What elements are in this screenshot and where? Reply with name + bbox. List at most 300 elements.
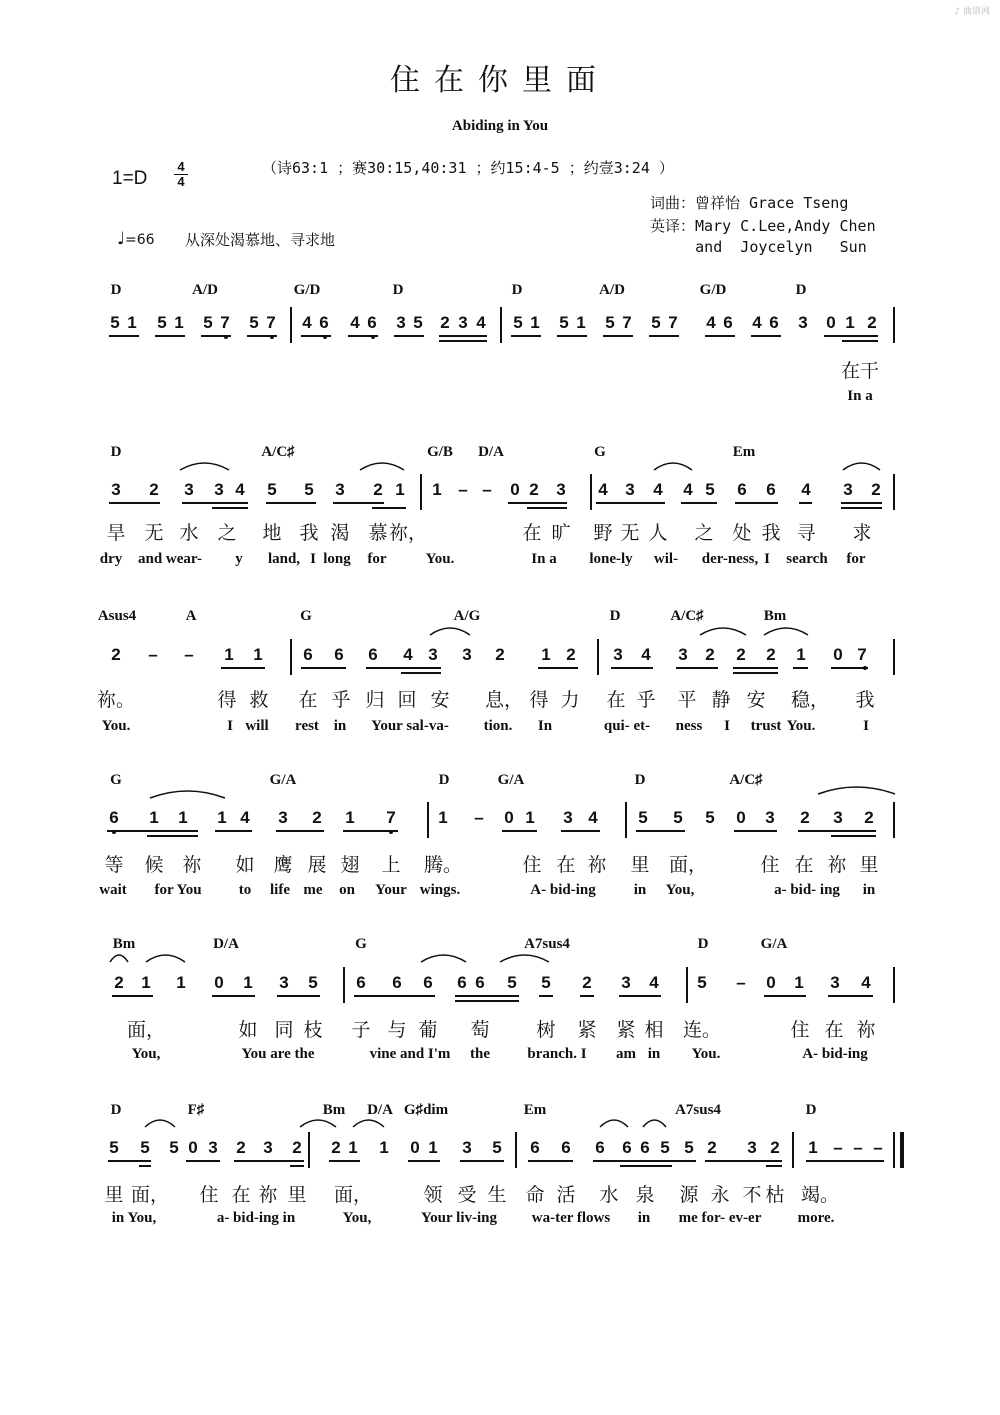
time-signature-bottom: 4 [174,174,188,189]
lyric-chinese: 候 [144,854,164,876]
note-digit: 5 [110,313,120,332]
lyric-chinese: 旷 [551,522,571,544]
lyric-english: wait [99,882,127,898]
note-digit: 3 [335,480,345,499]
lyric-chinese: 得 [529,689,549,711]
lyric-chinese: 与 [387,1019,407,1041]
chord-symbol: G/A [497,772,525,788]
note-digit: 5 [109,1138,119,1157]
note-digit: 2 [331,1138,341,1157]
quarter-note-icon: ♩ [117,229,126,249]
lyric-chinese: 泉 [635,1184,655,1206]
lyric-chinese: 面， [668,854,708,876]
lyric-chinese: 翅 [340,854,360,876]
lyric-chinese: 里 [859,854,879,876]
chord-symbol: A/D [192,282,218,298]
chord-symbol: D [795,282,807,298]
note-digit: 1 [576,313,586,332]
lyric-chinese: 之 [694,522,714,544]
lyric-english: A- bid-ing [530,882,596,898]
chord-symbol: D/A [367,1102,393,1118]
lyric-english: lone-ly [589,551,633,567]
lyric-chinese: 面， [333,1184,373,1206]
note-digit: 4 [861,973,871,992]
chord-symbol: G/A [760,936,788,952]
chord-symbol: A [185,608,197,624]
note-digit: 2 [766,645,776,664]
note-digit: 0 [188,1138,198,1157]
note-digit: 6 [319,313,329,332]
note-digit: 1 [174,313,184,332]
note-digit: 0 [833,645,843,664]
lyric-chinese: 紧 [577,1019,597,1041]
chord-symbol: Em [732,444,756,460]
note-digit: 7 [857,645,867,664]
note-digit: 4 [653,480,663,499]
lyric-chinese: 如 [235,854,255,876]
credit-translation-1: 英译：Mary C.Lee,Andy Chen [650,217,876,235]
note-digit: 1 [348,1138,358,1157]
lyric-english: am [616,1046,636,1062]
lyric-english: You, [665,882,695,898]
note-digit: 6 [622,1138,632,1157]
tie-slur [430,628,470,635]
lyric-english: in [647,1046,661,1062]
lyric-chinese: 葡 [418,1019,438,1041]
chord-symbol: D [511,282,523,298]
note-digit: 1 [127,313,137,332]
note-digit: 4 [598,480,608,499]
lyric-chinese: 腾。 [423,854,463,876]
note-digit: 6 [109,808,119,827]
lyric-english: Your [375,882,407,898]
note-digit: 3 [278,808,288,827]
lyric-english: for You [154,882,202,898]
note-digit: 1 [845,313,855,332]
lyric-english: You are the [241,1046,315,1062]
chord-symbol: D [697,936,709,952]
tie-slur [500,955,549,962]
chord-symbol: D/A [478,444,504,460]
chord-symbol: A/C♯ [670,608,704,624]
lyric-chinese: 相 [644,1019,664,1041]
note-digit: 1 [224,645,234,664]
song-subtitle: Abiding in You [451,118,549,134]
note-digit: 3 [765,808,775,827]
credit-lyrics-music: 词曲：曾祥怡 Grace Tseng [650,194,849,212]
note-digit: 1 [530,313,540,332]
note-digit: 0 [504,808,514,827]
note-digit: 5 [169,1138,179,1157]
lyric-english: the [470,1046,490,1062]
note-digit: 5 [541,973,551,992]
note-digit: 2 [292,1138,302,1157]
note-digit: 1 [794,973,804,992]
lyric-chinese: 命 [525,1184,545,1206]
note-digit: 0 [826,313,836,332]
lyric-chinese: 祢， [388,522,428,544]
note-digit: 2 [440,313,450,332]
lyric-chinese: 永 [710,1184,730,1206]
lyric-chinese: 乎 [331,689,351,711]
watermark: ♪ 曲谱网 [954,7,990,17]
chord-symbol: D [438,772,450,788]
lyric-chinese: 乎 [636,689,656,711]
note-digit: 7 [220,313,230,332]
note-digit: 5 [267,480,277,499]
note-digit: 1 [525,808,535,827]
chord-symbol: D [609,608,621,624]
lyric-english: in You, [111,1210,157,1226]
chord-symbol: G [110,772,122,788]
lyric-chinese: 面， [130,1184,170,1206]
note-digit: 5 [697,973,707,992]
chord-symbol: A7sus4 [524,936,570,952]
note-digit: 2 [111,645,121,664]
chord-symbol: Bm [322,1102,346,1118]
lyric-english: I [764,551,770,567]
note-digit: 1 [243,973,253,992]
lyric-english: rest [295,718,319,734]
note-digit: 6 [766,480,776,499]
lyric-english: me for- ev-er [678,1210,762,1226]
note-digit: 2 [582,973,592,992]
note-digit: 5 [249,313,259,332]
lyric-english: branch. I [527,1046,587,1062]
note-digit: 5 [705,480,715,499]
lyric-chinese: 在 [794,854,814,876]
note-digit: 0 [410,1138,420,1157]
note-digit: 5 [308,973,318,992]
note-digit: 2 [800,808,810,827]
lyric-chinese: 之 [217,522,237,544]
chord-symbol: D [805,1102,817,1118]
lyric-chinese: 在 [231,1184,251,1206]
note-digit: 4 [706,313,716,332]
note-digit: 7 [622,313,632,332]
chord-symbol: G/D [293,282,321,298]
lyric-chinese: 救 [249,689,269,711]
lyric-chinese: 回 [397,689,417,711]
tempo-value: =66 [125,232,155,248]
note-digit: 1 [379,1138,389,1157]
note-digit: 2 [149,480,159,499]
tie-slur [300,1120,336,1127]
key-signature: 1=D [112,168,148,189]
note-digit: 3 [747,1138,757,1157]
lyric-chinese: 无 [620,522,640,544]
note-digit: 3 [111,480,121,499]
lyric-english: land, [267,551,301,567]
tie-slur [353,1120,384,1127]
note-digit: 3 [279,973,289,992]
credit-translation-2: and Joycelyn Sun [650,238,867,256]
lyric-chinese: 活 [556,1184,576,1206]
tie-slur [643,1120,666,1127]
lyric-chinese: 里 [287,1184,307,1206]
note-digit: 1 [149,808,159,827]
tie-slur [654,463,692,470]
note-digit: 4 [235,480,245,499]
note-digit: 3 [621,973,631,992]
note-digit: 1 [178,808,188,827]
lyric-chinese: 慕 [368,522,388,544]
lyric-chinese: 枝 [303,1019,323,1041]
note-digit: 5 [413,313,423,332]
note-digit: 2 [707,1138,717,1157]
note-digit: 6 [368,645,378,664]
note-digit: 4 [641,645,651,664]
note-digit: 6 [423,973,433,992]
note-digit: 0 [736,808,746,827]
note-digit: 2 [495,645,505,664]
chord-symbol: Bm [112,936,136,952]
note-digit: 6 [530,1138,540,1157]
note-digit: 4 [801,480,811,499]
chord-symbol: Bm [763,608,787,624]
note-digit: 2 [114,973,124,992]
chord-symbol: A/G [453,608,481,624]
lyric-chinese: 我 [761,522,781,544]
lyric-english: for [367,551,387,567]
chord-symbol: F♯ [187,1102,205,1118]
note-digit: 6 [640,1138,650,1157]
note-digit: 3 [184,480,194,499]
tie-slur [818,787,895,794]
lyric-chinese: 祢。 [96,689,136,711]
lyric-english: You. [101,718,131,734]
chord-symbol: G/B [427,444,453,460]
lyric-chinese: 在 [522,522,542,544]
chord-symbol: G/D [699,282,727,298]
lyric-chinese: 寻 [796,522,816,544]
note-digit: – [184,645,194,664]
note-digit: 3 [396,313,406,332]
lyric-english: In a [531,551,557,567]
chord-symbol: Asus4 [97,608,137,624]
tie-slur [421,955,466,962]
note-digit: 3 [625,480,635,499]
lyric-english: wings. [419,882,461,898]
note-digit: 5 [605,313,615,332]
lyric-chinese: 鹰 [273,854,293,876]
note-digit: – [736,973,746,992]
lyric-chinese: 求 [852,522,872,544]
note-digit: 6 [723,313,733,332]
note-digit: 6 [334,645,344,664]
note-digit: 4 [752,313,762,332]
note-digit: 2 [705,645,715,664]
lyric-chinese: 静 [711,689,731,711]
chord-symbol: A/C♯ [729,772,763,788]
lyric-english: more. [797,1210,835,1226]
note-digit: – [873,1138,883,1157]
lyric-chinese: 竭。 [800,1184,840,1206]
note-digit: – [474,808,484,827]
note-digit: 5 [651,313,661,332]
note-digit: 0 [510,480,520,499]
lyric-chinese: 水 [599,1184,619,1206]
note-digit: 5 [157,313,167,332]
lyric-english: life [270,882,290,898]
tie-slur [180,463,229,470]
tie-slur [843,463,880,470]
chord-symbol: G [594,444,606,460]
lyric-english: I [310,551,316,567]
note-digit: 3 [843,480,853,499]
lyric-chinese: 不 [742,1184,762,1206]
lyric-english: I [227,718,233,734]
note-digit: 1 [395,480,405,499]
lyric-english: der-ness, [701,551,759,567]
note-digit: 3 [428,645,438,664]
chord-symbol: D [634,772,646,788]
lyric-chinese: 平 [677,689,697,711]
note-digit: 3 [214,480,224,499]
lyric-english: Your sal-va- [371,718,449,734]
note-digit: – [853,1138,863,1157]
lyric-english: In a [847,388,873,404]
note-digit: 5 [684,1138,694,1157]
chord-symbol: G/A [269,772,297,788]
lyric-chinese: 在 [556,854,576,876]
lyric-english: on [339,882,355,898]
chord-symbol: D [110,1102,122,1118]
tie-slur [764,628,808,635]
tie-slur [700,628,746,635]
lyric-english: a- bid- ing [774,882,840,898]
lyric-english: You, [131,1046,161,1062]
lyric-chinese: 住 [790,1019,810,1041]
lyric-english: y [235,551,243,567]
chord-symbol: G [355,936,367,952]
lyric-english: You. [786,718,816,734]
lyric-chinese: 我 [299,522,319,544]
tie-slur [600,1120,628,1127]
lyric-english: A- bid-ing [802,1046,868,1062]
lyric-english: I [863,718,869,734]
scripture-refs: （诗63:1 ；赛30:15,40:31 ；约15:4-5 ；约壹3:24 ） [262,159,674,177]
lyric-english: I [724,718,730,734]
lyric-chinese: 住 [760,854,780,876]
note-digit: 5 [638,808,648,827]
lyric-english: Your liv-ing [421,1210,497,1226]
note-digit: 1 [428,1138,438,1157]
lyric-chinese: 受 [457,1184,477,1206]
lyric-english: to [238,882,252,898]
lyric-english: You. [425,551,455,567]
note-digit: 6 [392,973,402,992]
note-digit: 4 [588,808,598,827]
note-digit: 2 [871,480,881,499]
note-digit: 4 [302,313,312,332]
lyric-chinese: 里 [104,1184,124,1206]
note-digit: 6 [595,1138,605,1157]
note-digit: 6 [475,973,485,992]
tie-slur [146,955,185,962]
lyric-english: You. [691,1046,721,1062]
note-digit: 1 [217,808,227,827]
lyric-chinese: 处 [732,522,752,544]
note-digit: 1 [176,973,186,992]
lyric-chinese: 里 [630,854,650,876]
note-digit: 2 [312,808,322,827]
song-title: 住在你里面 [390,63,610,98]
lyric-chinese: 如 [238,1019,258,1041]
note-digit: 7 [386,808,396,827]
lyric-chinese: 祢 [587,854,607,876]
lyric-english: in [633,882,647,898]
lyric-english: tion. [483,718,513,734]
lyric-chinese: 萄 [470,1019,490,1041]
note-digit: 3 [462,645,472,664]
note-digit: 0 [214,973,224,992]
note-digit: 3 [613,645,623,664]
lyric-english: ness [675,718,703,734]
lyric-chinese: 祢 [856,1019,876,1041]
lyric-chinese: 同 [274,1019,294,1041]
lyric-chinese: 稳， [790,689,830,711]
lyric-chinese: 住 [199,1184,219,1206]
lyric-chinese: 在 [298,689,318,711]
note-digit: 1 [253,645,263,664]
lyric-chinese: 归 [365,689,385,711]
note-digit: 6 [769,313,779,332]
note-digit: 1 [438,808,448,827]
chord-symbol: G♯dim [403,1102,449,1118]
tie-slur [145,1120,175,1127]
lyric-chinese: 子 [351,1019,371,1041]
lyric-chinese: 树 [536,1019,556,1041]
lyric-chinese: 祢 [827,854,847,876]
note-digit: 6 [457,973,467,992]
note-digit: 0 [766,973,776,992]
lyric-chinese: 生 [487,1184,507,1206]
note-digit: 4 [649,973,659,992]
lyric-chinese: 我 [855,689,875,711]
note-digit: – [148,645,158,664]
note-digit: 2 [529,480,539,499]
lyric-english: wil- [653,551,679,567]
lyric-english: in [333,718,347,734]
note-digit: 6 [737,480,747,499]
lyric-chinese: 面， [126,1019,166,1041]
lyric-english: You, [342,1210,372,1226]
tie-slur [150,791,225,798]
note-digit: 4 [350,313,360,332]
chord-symbol: Em [523,1102,547,1118]
lyric-english: me [303,882,323,898]
note-digit: 3 [458,313,468,332]
note-digit: 3 [678,645,688,664]
lyric-english: a- bid-ing in [216,1210,296,1226]
note-digit: 2 [867,313,877,332]
chord-symbol: D [392,282,404,298]
note-digit: 1 [541,645,551,664]
note-digit: – [833,1138,843,1157]
note-digit: – [458,480,468,499]
lyric-chinese: 紧 [616,1019,636,1041]
lyric-chinese: 旱 [106,522,126,544]
lyric-chinese: 安 [746,689,766,711]
lyric-chinese: 展 [307,854,327,876]
lyric-chinese: 无 [144,522,164,544]
note-digit: 7 [266,313,276,332]
note-digit: 3 [798,313,808,332]
lyric-chinese: 地 [262,522,282,544]
note-digit: 5 [140,1138,150,1157]
lyric-chinese: 人 [648,522,668,544]
